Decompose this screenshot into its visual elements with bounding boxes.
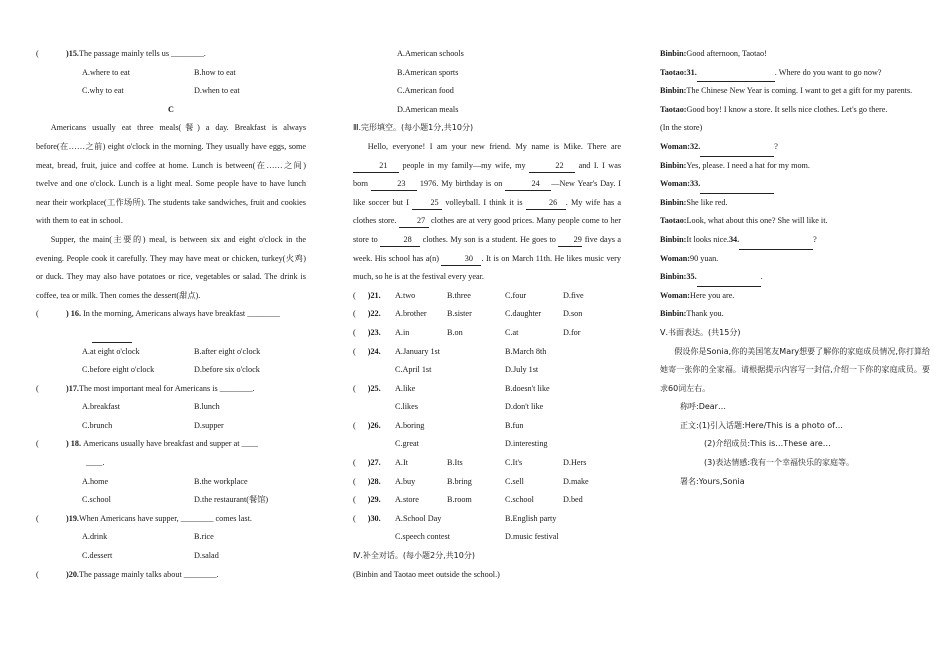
option[interactable]: D.music festival <box>505 532 559 542</box>
dialog-text: She like red. <box>686 197 728 207</box>
cloze-text: 1976. My birthday is on <box>419 179 503 189</box>
option[interactable]: A.American schools <box>397 49 464 58</box>
writing-hint-salutation: 称呼:Dear… <box>680 402 726 412</box>
q25-row1 <box>353 380 621 399</box>
q16-stem <box>36 305 306 324</box>
dialog-line <box>660 305 930 324</box>
option[interactable]: D.before six o'clock <box>194 365 260 375</box>
blank-35-number: 35. <box>686 272 697 282</box>
option[interactable]: B.after eight o'clock <box>194 346 261 356</box>
option[interactable]: B.room <box>447 495 472 505</box>
option[interactable]: A.January 1st <box>395 346 441 356</box>
cloze-text: clothes. My son is a student. He goes to <box>422 234 556 244</box>
cloze-blank-22[interactable]: 22 <box>529 160 575 173</box>
q15-text: The passage mainly tells us ________. <box>78 49 206 58</box>
speaker: Woman: <box>660 179 691 189</box>
speaker: Taotao: <box>660 216 687 226</box>
option[interactable]: D.don't like <box>505 402 544 412</box>
q24-row2 <box>353 361 621 380</box>
option[interactable]: A.at eight o'clock <box>82 346 140 356</box>
writing-hint-body-3: (3)表达情感:我有一个幸福快乐的家庭等。 <box>704 458 855 468</box>
cloze-text: —New Year's Day. I like soccer but I <box>353 179 622 207</box>
speaker: Binbin: <box>660 49 687 58</box>
q16-options-row1 <box>36 343 306 362</box>
q18-text-cont: ____. <box>86 458 105 468</box>
answer-paren-30[interactable]: ( <box>353 513 356 523</box>
option[interactable]: C.at <box>505 327 519 337</box>
answer-paren-29[interactable]: ( <box>353 495 356 505</box>
q17-options-row2 <box>36 417 306 436</box>
answer-paren-20[interactable]: ( <box>36 569 39 579</box>
dialog-text: Good afternoon, Taotao! <box>686 49 767 58</box>
writing-hint-signature: 署名:Yours,Sonia <box>680 476 745 486</box>
answer-paren-22[interactable]: ( <box>353 309 356 319</box>
speaker: Binbin: <box>660 86 687 96</box>
answer-paren-15[interactable]: ( <box>36 49 39 58</box>
option[interactable]: A.buy <box>395 476 416 486</box>
blank-34-number: 34. <box>728 234 740 244</box>
option[interactable]: D.for <box>563 327 581 337</box>
option[interactable]: D.the restaurant(餐馆) <box>194 495 269 505</box>
dialog-text: It looks nice. <box>686 234 729 244</box>
answer-blank-31[interactable] <box>697 64 775 83</box>
cloze-passage <box>353 138 621 287</box>
dialog-line <box>660 194 930 213</box>
answer-blank-35[interactable] <box>697 268 761 287</box>
q23-number: )23. <box>367 327 381 337</box>
dialog-line <box>660 287 930 306</box>
blank-33-number: 33. <box>690 179 701 189</box>
option[interactable]: B.bring <box>447 476 472 486</box>
option[interactable]: A.School Day <box>395 513 442 523</box>
dialog-line <box>660 231 930 250</box>
speaker: Binbin: <box>660 272 687 282</box>
option[interactable]: A.store <box>395 495 419 505</box>
writing-prompt: 假设你是Sonia,你的美国笔友Mary想要了解你的家庭成员情况,你打算给她寄一张你的全家福。请根据提示内容写一封信,介绍一下你的家庭成员。要求60词左右。 <box>660 346 930 393</box>
cloze-text: clothes are at very good prices. Many people come to her store to <box>353 216 622 244</box>
cloze-blank-21[interactable]: 21 <box>353 160 399 173</box>
dialog-text: The Chinese New Year is coming. I want to get a gift for my parents. <box>686 86 913 96</box>
q15-options-row1 <box>36 64 306 83</box>
cloze-text: . My wife has a clothes store. <box>353 197 622 226</box>
cloze-blank-27[interactable]: 27 <box>399 215 429 228</box>
q18-options-row2 <box>36 491 306 510</box>
q20-stem <box>36 566 306 585</box>
q24-row1 <box>353 343 621 362</box>
q26-row2 <box>353 435 621 454</box>
cloze-text: five days a week. His school has a(n) <box>353 234 622 263</box>
dialog-text: Thank you. <box>686 309 724 319</box>
dialog-text: Look, what about this one? She will like it. <box>686 216 828 226</box>
q23-row <box>353 324 621 343</box>
speaker: Woman: <box>660 290 691 300</box>
q21-row <box>353 287 621 306</box>
option[interactable]: C.April 1st <box>395 365 432 375</box>
q30-row2 <box>353 528 621 547</box>
dialog-text: Here you are. <box>690 290 735 300</box>
option[interactable]: D.five <box>563 290 584 300</box>
option[interactable]: D.Hers <box>563 458 587 468</box>
option[interactable]: B.Its <box>447 458 463 468</box>
speaker: Woman: <box>660 253 691 263</box>
q16-blank <box>92 324 132 343</box>
answer-blank-34[interactable] <box>739 231 813 250</box>
cloze-blank-29[interactable]: 29 <box>558 234 582 247</box>
option[interactable]: B.how to eat <box>194 67 236 77</box>
option[interactable]: C.school <box>82 495 111 505</box>
cloze-blank-30[interactable]: 30 <box>441 253 481 266</box>
option[interactable]: B.lunch <box>194 402 220 412</box>
option[interactable]: A.home <box>82 476 109 486</box>
option[interactable]: C.speech contest <box>395 532 451 542</box>
section-3-title: Ⅲ.完形填空。(每小题1分,共10分) <box>353 123 474 133</box>
q19-options-row1 <box>36 528 306 547</box>
q22-row <box>353 305 621 324</box>
dialog-line <box>660 250 930 269</box>
dialog-text: 90 yuan. <box>690 253 719 263</box>
q30-row1 <box>353 510 621 529</box>
option[interactable]: D.supper <box>194 420 224 430</box>
option[interactable]: C.daughter <box>505 309 542 319</box>
column-middle <box>353 45 621 584</box>
answer-paren-18[interactable]: ( <box>36 439 39 449</box>
q25-row2 <box>353 398 621 417</box>
cloze-blank-26[interactable]: 26 <box>526 197 566 210</box>
cloze-text: volleyball. I think it is <box>445 197 523 207</box>
dialog-line <box>660 45 930 64</box>
dialog-line <box>660 212 930 231</box>
cloze-blank-25[interactable]: 25 <box>412 197 442 210</box>
option[interactable]: B.the workplace <box>194 476 248 486</box>
option[interactable]: A.boring <box>395 420 425 430</box>
q26-row1 <box>353 417 621 436</box>
speaker: Binbin: <box>660 234 687 244</box>
passage-c-paragraph-2: Supper, the main(主要的) meal, is between six and eight o'clock in the evening. People cook it carefully. They may have meat or chicken, turkey(火鸡) or duck. They may also have potatoes or rice, vegetables or salad. The drink is coffee, tea or milk. Then comes the dessert(甜点). <box>36 234 306 300</box>
option[interactable]: D.when to eat <box>194 86 240 96</box>
option[interactable]: A.It <box>395 458 408 468</box>
option[interactable]: D.American meals <box>397 104 459 114</box>
column-right <box>660 45 930 491</box>
writing-hint-body-1: 正文:(1)引入话题:Here/This is a photo of… <box>680 420 843 430</box>
answer-paren-26[interactable]: ( <box>353 420 356 430</box>
option[interactable]: D.July 1st <box>505 365 539 375</box>
blank-32-number: 32. <box>690 141 701 151</box>
answer-paren-17[interactable]: ( <box>36 383 39 393</box>
cloze-blank-28[interactable]: 28 <box>380 234 420 247</box>
option[interactable]: C.sell <box>505 476 524 486</box>
q22-number: )22. <box>367 309 381 319</box>
option[interactable]: C.why to eat <box>82 86 124 96</box>
speaker: Binbin: <box>660 160 687 170</box>
dialog-text: ? <box>813 234 817 244</box>
speaker: Taotao: <box>660 67 687 77</box>
q29-row <box>353 491 621 510</box>
option[interactable]: C.dessert <box>82 551 113 561</box>
cloze-text: people in my family—my wife, my <box>402 160 526 170</box>
q15-options-row2 <box>36 82 306 101</box>
dialog-text: . <box>760 272 763 282</box>
answer-paren-21[interactable]: ( <box>353 290 356 300</box>
q21-number: )21. <box>367 290 381 300</box>
dialog-line <box>660 64 930 83</box>
option[interactable]: C.It's <box>505 458 523 468</box>
option[interactable]: A.like <box>395 383 416 393</box>
option[interactable]: D.bed <box>563 495 583 505</box>
q18-options-row1 <box>36 473 306 492</box>
q29-number: )29. <box>367 495 381 505</box>
option[interactable]: C.four <box>505 290 527 300</box>
dialog-line <box>660 157 930 176</box>
q17-options-row1 <box>36 398 306 417</box>
answer-blank-32[interactable] <box>700 138 774 157</box>
q18-number: ) 18. <box>66 439 82 449</box>
q19-text: When Americans have supper, ________ comes last. <box>78 513 252 523</box>
option[interactable]: D.salad <box>194 551 219 561</box>
cloze-text: and I. I was born <box>353 160 622 189</box>
q27-number: )27. <box>367 458 381 468</box>
q24-number: )24. <box>367 346 381 356</box>
q16-options-row2 <box>36 361 306 380</box>
cloze-text: . It is on March 11th. He likes music very much, so he is at the festival every year. <box>353 253 621 282</box>
answer-paren-23[interactable]: ( <box>353 327 356 337</box>
q27-row <box>353 454 621 473</box>
option[interactable]: C.school <box>505 495 534 505</box>
q20-text: The passage mainly talks about ________. <box>78 569 219 579</box>
stage-direction: (In the store) <box>660 123 703 133</box>
option[interactable]: D.son <box>563 309 583 319</box>
q19-stem <box>36 510 306 529</box>
q15-number: )15. <box>66 49 79 58</box>
section-c-heading: C <box>168 104 174 114</box>
answer-paren-24[interactable]: ( <box>353 346 356 356</box>
dialog-text: Good boy! I know a store. It sells nice clothes. Let's go there. <box>686 104 888 114</box>
option[interactable]: D.make <box>563 476 589 486</box>
option[interactable]: D.interesting <box>505 439 548 449</box>
speaker: Binbin: <box>660 309 687 319</box>
option[interactable]: C.great <box>395 439 419 449</box>
q28-number: )28. <box>367 476 381 486</box>
q16-text: In the morning, Americans always have breakfast ________ <box>83 309 280 319</box>
answer-paren-28[interactable]: ( <box>353 476 356 486</box>
cloze-blank-23[interactable]: 23 <box>371 178 417 191</box>
dialog-line <box>660 82 930 101</box>
option[interactable]: B.sister <box>447 309 472 319</box>
dialog-text: Yes, please. I need a hat for my mom. <box>686 160 810 170</box>
option[interactable]: A.in <box>395 327 410 337</box>
blank-31-number: 31. <box>686 67 697 77</box>
option[interactable]: B.American sports <box>397 67 459 77</box>
option[interactable]: A.breakfast <box>82 402 120 412</box>
option[interactable]: B.March 8th <box>505 346 547 356</box>
q17-text: The most important meal for Americans is ________. <box>78 383 255 393</box>
option[interactable]: B.English party <box>505 513 557 523</box>
option[interactable]: A.two <box>395 290 416 300</box>
dialog-line <box>660 268 930 287</box>
dialog-text: ? <box>774 141 778 151</box>
speaker: Binbin: <box>660 197 687 207</box>
q18-text: Americans usually have breakfast and supper at ____ <box>83 439 258 449</box>
option[interactable]: C.likes <box>395 402 418 412</box>
cloze-text: Hello, everyone! I am your new friend. My name is Mike. There are <box>367 141 621 151</box>
q26-number: )26. <box>367 420 381 430</box>
answer-paren-27[interactable]: ( <box>353 458 356 468</box>
option[interactable]: B.doesn't like <box>505 383 550 393</box>
answer-paren-19[interactable]: ( <box>36 513 39 523</box>
q30-number: )30. <box>367 513 381 523</box>
option[interactable]: A.drink <box>82 532 108 542</box>
answer-blank-33[interactable] <box>700 175 774 194</box>
q18-stem <box>36 435 306 454</box>
q19-options-row2 <box>36 547 306 566</box>
dialog-line <box>660 175 930 194</box>
q20-number: )20. <box>66 569 79 579</box>
q28-row <box>353 473 621 492</box>
option[interactable]: C.American food <box>397 86 454 96</box>
dialog-line <box>660 101 930 120</box>
column-left <box>36 45 306 584</box>
option[interactable]: A.where to eat <box>82 67 130 77</box>
section-4-note: (Binbin and Taotao meet outside the school.) <box>353 569 500 579</box>
speaker: Taotao: <box>660 104 687 114</box>
dialog-text: . Where do you want to go now? <box>774 67 882 77</box>
option[interactable]: B.three <box>447 290 471 300</box>
answer-paren-25[interactable]: ( <box>353 383 356 393</box>
q25-number: )25. <box>367 383 381 393</box>
dialog-line <box>660 138 930 157</box>
option[interactable]: B.fun <box>505 420 524 430</box>
q16-number: ) 16. <box>66 309 82 319</box>
section-4-title: Ⅳ.补全对话。(每小题2分,共10分) <box>353 551 475 561</box>
option[interactable]: A.brother <box>395 309 427 319</box>
cloze-blank-24[interactable]: 24 <box>505 178 551 191</box>
speaker: Woman: <box>660 141 691 151</box>
q15-stem <box>36 45 306 64</box>
answer-paren-16[interactable]: ( <box>36 309 39 319</box>
q19-number: )19. <box>66 513 79 523</box>
option[interactable]: C.brunch <box>82 420 113 430</box>
q17-number: )17. <box>66 383 79 393</box>
writing-hint-body-2: (2)介绍成员:This is…These are… <box>704 439 831 449</box>
section-5-title: Ⅴ.书面表达。(共15分) <box>660 327 741 337</box>
option[interactable]: B.rice <box>194 532 214 542</box>
q17-stem <box>36 380 306 399</box>
option[interactable]: C.before eight o'clock <box>82 365 155 375</box>
option[interactable]: B.on <box>447 327 463 337</box>
passage-c-paragraph-1: Americans usually eat three meals(餐) a day. Breakfast is always before(在……之前) eight o'clock in the morning. They usually have eggs, some meat, bread, fruit, juice and coffee at home. Lunch is between(在……之间) twelve and one o'clock. Lunch is a light meal. Some people have to have lunch near their workplace(工作场所). The students take sandwiches, fruit and cookies with them to eat in school. <box>36 123 306 226</box>
